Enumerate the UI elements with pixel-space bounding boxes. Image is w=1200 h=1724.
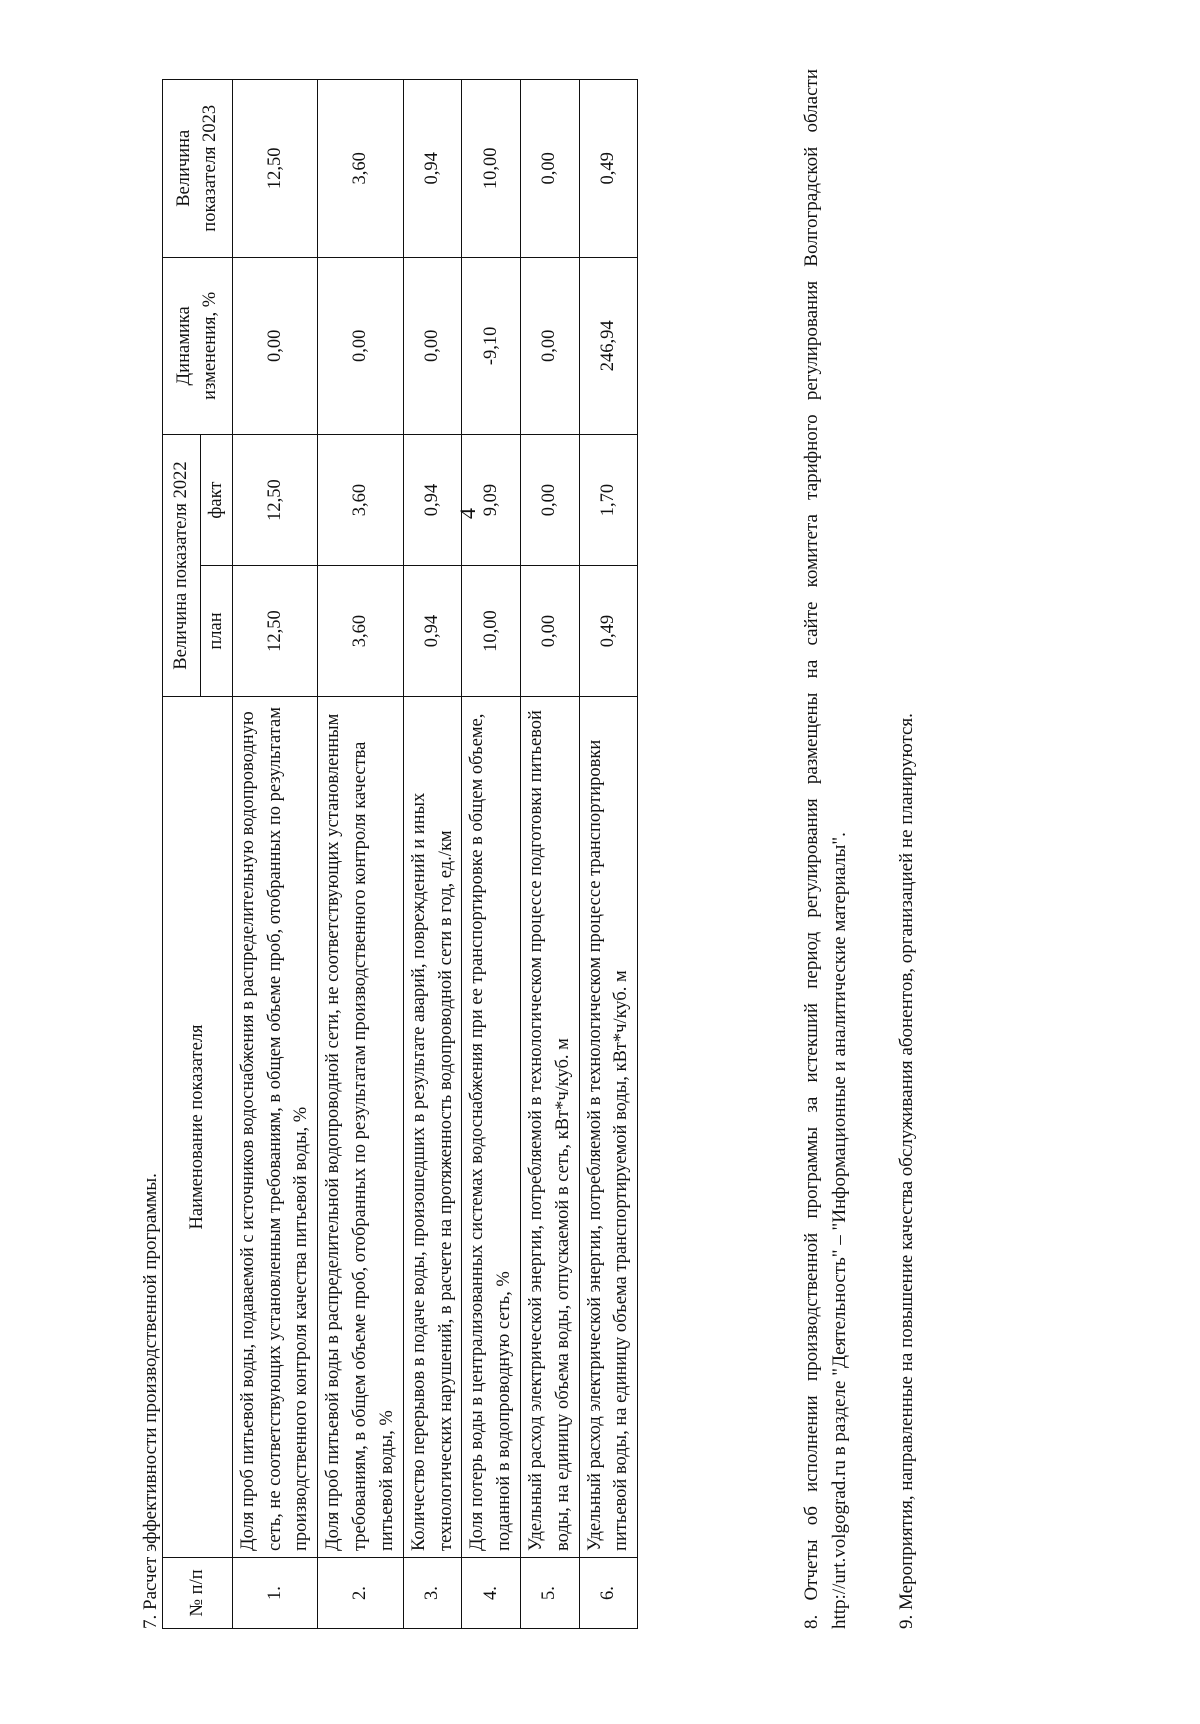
row-value-2023: 12,50	[232, 80, 317, 258]
table-row	[462, 80, 521, 1629]
row-num: 4.	[462, 1558, 521, 1629]
row-num: 5.	[520, 1558, 579, 1629]
row-fact: 1,70	[579, 435, 638, 566]
table-row	[579, 80, 638, 1629]
header-value-2023: Величина показателя 2023	[163, 80, 233, 258]
header-fact: факт	[201, 435, 233, 566]
footnote-reports: 8. Отчеты об исполнении производственной программы за истекший период регулирования размещены на сайте комитета тарифного регулирования Волгоградской области http://urt.volgograd.ru в разделе "Деятельность" – "Информационные и аналитические материалы".	[801, 69, 850, 1629]
efficiency-table	[162, 79, 638, 1629]
row-value-2023: 10,00	[462, 80, 521, 258]
row-fact: 3,60	[318, 435, 403, 566]
row-num: 3.	[403, 1558, 462, 1629]
row-value-2023: 0,49	[579, 80, 638, 258]
section-heading: 7. Расчет эффективности производственной программы.	[140, 1173, 161, 1629]
header-num: № п/п	[163, 1558, 233, 1629]
table-row	[403, 80, 462, 1629]
page-number: 4	[455, 508, 480, 519]
footnote-measures: 9. Мероприятия, направленные на повышение качества обслуживания абонентов, организацией не планируются.	[896, 713, 917, 1629]
row-num: 2.	[318, 1558, 403, 1629]
row-fact: 9,09	[462, 435, 521, 566]
row-plan: 0,00	[520, 566, 579, 697]
table-row	[232, 80, 317, 1629]
row-value-2023: 3,60	[318, 80, 403, 258]
row-name: Доля проб питьевой воды, подаваемой с источников водоснабжения в распределительную водопроводную сеть, не соответствующих установленным требованиям, в общем объеме проб, отобранных по результатам производственного контроля качества питьевой воды, %	[232, 696, 317, 1557]
row-fact: 12,50	[232, 435, 317, 566]
row-name: Удельный расход электрической энергии, потребляемой в технологическом процессе подготовки питьевой воды, на единицу объема воды, отпускаемой в сеть, кВт*ч/куб. м	[520, 696, 579, 1557]
header-plan: план	[201, 566, 233, 697]
table-row	[520, 80, 579, 1629]
row-value-2023: 0,94	[403, 80, 462, 258]
row-fact: 0,00	[520, 435, 579, 566]
row-name: Доля проб питьевой воды в распределительной водопроводной сети, не соответствующих установленным требованиям, в общем объеме проб, отобранных по результатам производственного контроля качества питьевой воды, %	[318, 696, 403, 1557]
row-num: 1.	[232, 1558, 317, 1629]
row-dynamics: 0,00	[232, 257, 317, 435]
row-name: Удельный расход электрической энергии, потребляемой в технологическом процессе транспортировки питьевой воды, на единицу объема транспортируемой воды, кВт*ч/куб. м	[579, 696, 638, 1557]
row-dynamics: -9,10	[462, 257, 521, 435]
header-name: Наименование показателя	[163, 696, 233, 1557]
row-dynamics: 246,94	[579, 257, 638, 435]
row-plan: 10,00	[462, 566, 521, 697]
row-plan: 12,50	[232, 566, 317, 697]
row-name: Доля потерь воды в централизованных системах водоснабжения при ее транспортировке в общем объеме, поданной в водопроводную сеть, %	[462, 696, 521, 1557]
row-plan: 0,94	[403, 566, 462, 697]
row-fact: 0,94	[403, 435, 462, 566]
row-value-2023: 0,00	[520, 80, 579, 258]
table-row	[318, 80, 403, 1629]
row-plan: 3,60	[318, 566, 403, 697]
header-value-2022: Величина показателя 2022	[163, 435, 201, 697]
row-dynamics: 0,00	[520, 257, 579, 435]
row-num: 6.	[579, 1558, 638, 1629]
header-dynamics: Динамика изменения, %	[163, 257, 233, 435]
row-name: Количество перерывов в подаче воды, произошедших в результате аварий, повреждений и иных технологических нарушений, в расчете на протяженность водопроводной сети в год, ед./км	[403, 696, 462, 1557]
row-dynamics: 0,00	[318, 257, 403, 435]
row-plan: 0,49	[579, 566, 638, 697]
row-dynamics: 0,00	[403, 257, 462, 435]
